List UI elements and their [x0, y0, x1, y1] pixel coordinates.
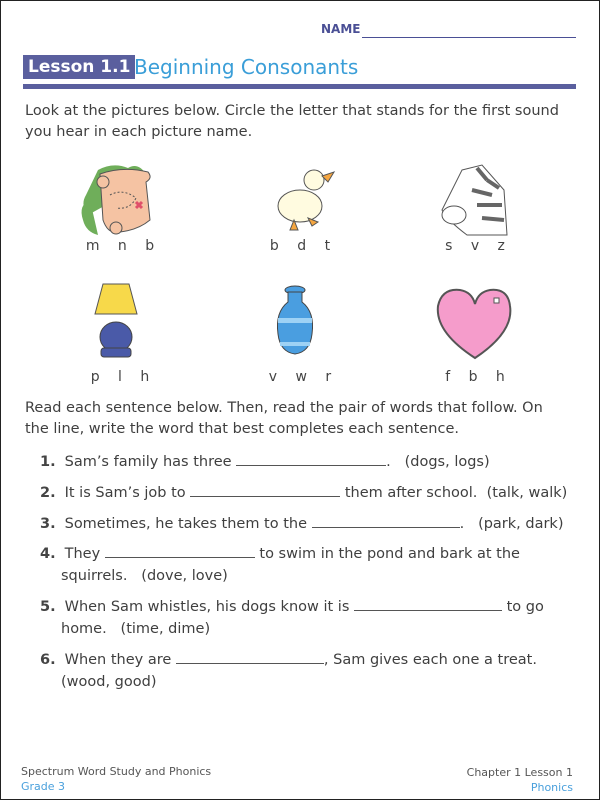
- letter-choices-2[interactable]: b d t: [269, 238, 331, 254]
- answer-blank-1[interactable]: [236, 451, 386, 466]
- sentence-text: .: [459, 516, 465, 532]
- answer-blank-2[interactable]: [190, 482, 340, 497]
- letter-choices-6[interactable]: f b h: [445, 369, 505, 385]
- name-label: NAME: [321, 22, 361, 36]
- answer-blank-5[interactable]: [354, 596, 502, 611]
- treasure-map-icon: [78, 160, 168, 240]
- item-number: 2.: [40, 485, 56, 501]
- duck-icon: [262, 158, 352, 238]
- sentence-text: squirrels.: [61, 568, 128, 584]
- vase-icon: [250, 284, 340, 364]
- lesson-title: Beginning Consonants: [134, 55, 359, 79]
- sentence-item-1: [40, 451, 580, 473]
- name-input-line[interactable]: [362, 37, 576, 38]
- word-choices: (wood, good): [61, 674, 157, 690]
- word-choices: (talk, walk): [486, 485, 568, 501]
- word-choices: (time, dime): [120, 621, 211, 637]
- zebra-icon: [432, 160, 522, 240]
- footer-book-title: Spectrum Word Study and Phonics: [21, 765, 212, 778]
- heart-icon: [430, 284, 520, 364]
- sentence-text: Sometimes, he takes them to the: [64, 516, 308, 532]
- instruction-2-line2: the line, write the word that best completes each sentence.: [25, 421, 459, 437]
- sentence-text: Sam’s family has three: [64, 454, 232, 470]
- letter-choices-4[interactable]: p l h: [90, 369, 150, 385]
- sentence-item-3: [40, 513, 580, 535]
- sentence-text: them after school.: [344, 485, 478, 501]
- item-number: 6.: [40, 652, 56, 668]
- sentence-text: .: [386, 454, 391, 470]
- instruction-2: [25, 398, 570, 440]
- item-number: 3.: [40, 516, 56, 532]
- sentence-text: , Sam gives each one a treat.: [323, 652, 537, 668]
- sentence-text: When they are: [64, 652, 172, 668]
- letter-choices-3[interactable]: s v z: [445, 238, 505, 254]
- title-divider: [23, 84, 576, 89]
- instruction-2-line1: Read each sentence below. Then, read the pair of words that follow. On: [25, 400, 543, 416]
- sentence-text: to go: [506, 599, 544, 615]
- word-choices: (park, dark): [478, 516, 564, 532]
- answer-blank-6[interactable]: [176, 649, 324, 664]
- sentence-text: home.: [61, 621, 107, 637]
- sentence-item-4: [40, 543, 580, 587]
- word-choices: (dove, love): [141, 568, 228, 584]
- sentence-text: They: [64, 546, 101, 562]
- sentence-item-6: [40, 649, 580, 693]
- letter-choices-5[interactable]: v w r: [268, 369, 332, 385]
- lamp-icon: [75, 282, 165, 362]
- item-number: 5.: [40, 599, 56, 615]
- item-number: 1.: [40, 454, 56, 470]
- sentence-text: It is Sam’s job to: [64, 485, 186, 501]
- lesson-badge: Lesson 1.1: [23, 55, 135, 79]
- instruction-1-line1: Look at the pictures below. Circle the letter that stands for the first sound: [25, 103, 559, 119]
- footer-left: [21, 764, 211, 794]
- sentence-text: to swim in the pond and bark at the: [259, 546, 520, 562]
- footer-right: [467, 765, 573, 795]
- instruction-1: [25, 101, 570, 143]
- sentence-item-5: [40, 596, 580, 640]
- instruction-1-line2: you hear in each picture name.: [25, 124, 253, 140]
- sentence-item-2: [40, 482, 580, 504]
- item-number: 4.: [40, 546, 56, 562]
- footer-grade: Grade 3: [21, 780, 66, 793]
- answer-blank-4[interactable]: [105, 543, 255, 558]
- answer-blank-3[interactable]: [312, 513, 460, 528]
- word-choices: (dogs, logs): [404, 454, 490, 470]
- sentence-text: When Sam whistles, his dogs know it is: [64, 599, 350, 615]
- letter-choices-1[interactable]: m n b: [85, 238, 155, 254]
- footer-chapter: Chapter 1 Lesson 1: [466, 766, 573, 779]
- footer-subject: Phonics: [530, 781, 573, 794]
